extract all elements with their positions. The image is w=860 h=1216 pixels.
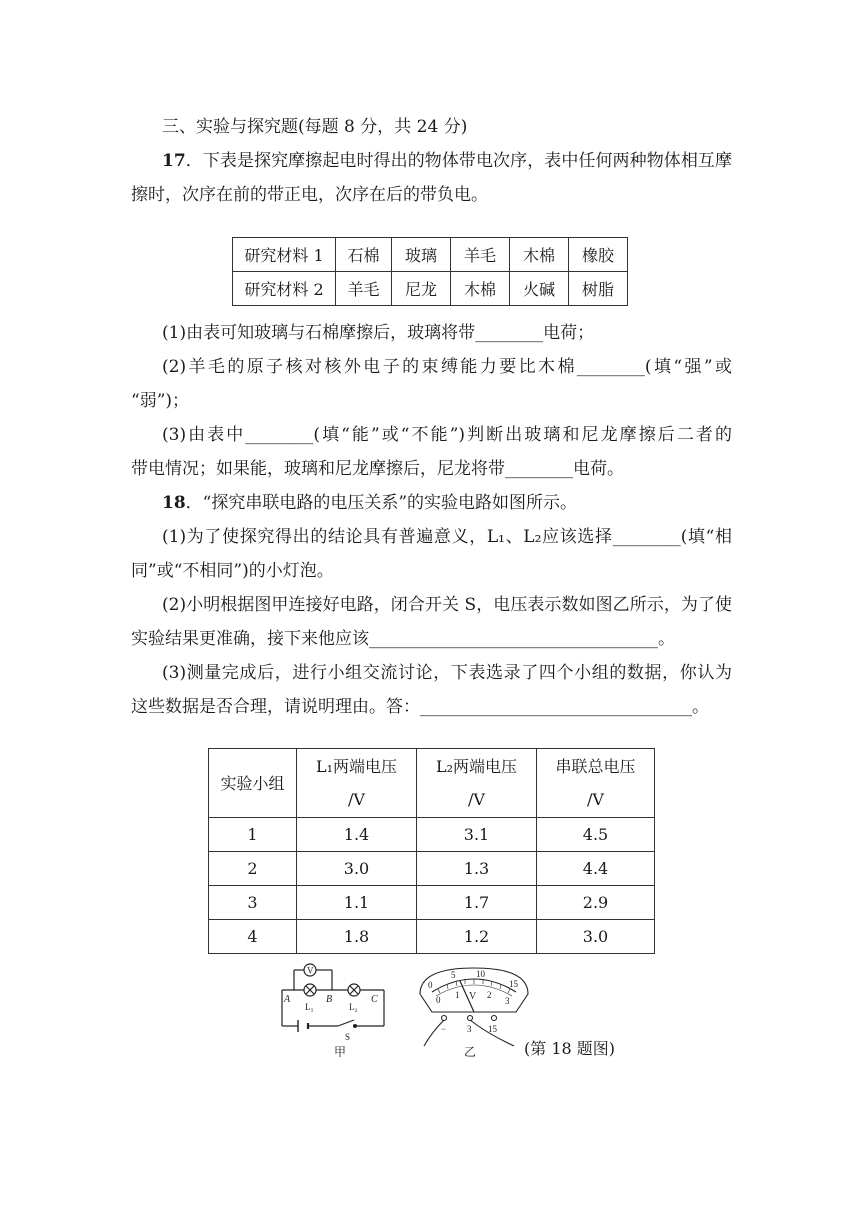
table-cell: 1.4 [297,818,417,852]
table-row [209,886,655,920]
node-c-label: C [371,994,378,1005]
terminal-label: − [441,1024,447,1034]
table-header-cell [297,749,417,818]
table-cell: 1.1 [297,886,417,920]
table-header-cell [417,749,537,818]
table-cell: 4.5 [537,818,655,852]
table-cell: 4 [209,920,297,954]
table-cell: 木棉 [451,272,510,306]
q17-intro-line2: 擦时，次序在前的带正电，次序在后的带负电。 [131,185,488,205]
table-row [209,920,655,954]
switch-contact [354,1025,357,1028]
table-cell: 研究材料 1 [233,238,336,272]
header-text: L₁两端电压 [315,757,398,776]
table-cell: 石棉 [336,238,392,272]
q17-part3-line1: (3)由表中________(填“能”或“不能”)判断出玻璃和尼龙摩擦后二者的 [162,425,732,445]
q17-part1: (1)由表可知玻璃与石棉摩擦后，玻璃将带________电荷； [162,323,595,343]
scale-top-label: 10 [476,969,485,979]
table-row [233,238,628,272]
q18-part2-line1: (2)小明根据图甲连接好电路，闭合开关 S，电压表示数如图乙所示，为了使 [162,595,732,615]
table-row [209,852,655,886]
table-cell: 1.7 [417,886,537,920]
table-cell: 2 [209,852,297,886]
scale-top-label: 0 [428,980,433,990]
q17-part2-line2: “弱”)； [131,391,190,411]
table-cell: 3.1 [417,818,537,852]
q18-part1-line2: 同”或“不相同”)的小灯泡。 [131,561,334,581]
node-b-label: B [326,994,333,1005]
table-cell: 研究材料 2 [233,272,336,306]
scale-top-label: 5 [451,970,456,980]
table-cell: 树脂 [569,272,628,306]
switch-icon [338,1020,354,1026]
header-unit: /V [468,790,485,809]
table-cell: 火碱 [510,272,569,306]
q17-number: 17 [162,151,186,171]
meter-caption: 乙 [464,1045,477,1059]
scale-bottom-label: 3 [505,996,510,1006]
terminal-3 [468,1016,473,1021]
q18-part3-line1: (3)测量完成后，进行小组交流讨论，下表选录了四个小组的数据，你认为 [162,663,732,683]
voltmeter-diagram [414,962,534,1062]
table-cell: 木棉 [510,238,569,272]
q17-part3-line2: 带电情况；如果能，玻璃和尼龙摩擦后，尼龙将带________电荷。 [131,459,624,479]
terminal-15 [492,1016,497,1021]
q18-data-table [208,748,655,954]
q18-part2-line2: 实验结果更准确，接下来他应该__________________________________。 [131,629,675,649]
table-header-cell [537,749,655,818]
header-text: L₂两端电压 [435,757,518,776]
q17-material-table [232,237,628,306]
circuit-diagram [276,960,400,1060]
scale-bottom-label: 2 [487,990,492,1000]
q18-intro-text: ．“探究串联电路的电压关系”的实验电路如图所示。 [185,493,578,513]
circuit-caption: 甲 [334,1045,347,1059]
table-cell: 3 [209,886,297,920]
table-cell: 4.4 [537,852,655,886]
section-title: 三、实验与探究题(每题 8 分，共 24 分) [162,117,468,137]
table-cell: 1.8 [297,920,417,954]
table-cell: 玻璃 [392,238,451,272]
q17-part2-line1: (2)羊毛的原子核对核外电子的束缚能力要比木棉________(填“强”或 [162,357,732,377]
table-cell: 橡胶 [569,238,628,272]
terminal-label: 3 [467,1024,472,1034]
lamp-l2-label: L₂ [349,1002,358,1012]
q17-intro-text: ．下表是探究摩擦起电时得出的物体带电次序，表中任何两种物体相互摩 [185,151,732,171]
voltmeter-label: V [307,965,314,976]
q18-intro [162,488,732,513]
table-cell: 1.3 [417,852,537,886]
table-cell: 1 [209,818,297,852]
switch-label: S [345,1032,351,1042]
table-cell: 2.9 [537,886,655,920]
header-text: 串联总电压 [555,757,636,776]
table-header-row [209,749,655,818]
table-header-cell [209,749,297,818]
table-cell: 羊毛 [451,238,510,272]
terminal-negative [442,1016,447,1021]
header-unit: /V [587,790,604,809]
node-a-label: A [284,994,291,1005]
table-row [209,818,655,852]
terminal-label: 15 [488,1024,497,1034]
table-cell: 3.0 [297,852,417,886]
scale-bottom-label: 1 [455,990,460,1000]
meter-unit-label: V [469,991,477,1002]
table-cell: 1.2 [417,920,537,954]
table-cell: 羊毛 [336,272,392,306]
q18-number: 18 [162,493,186,513]
header-unit: /V [348,790,365,809]
figure-caption: (第 18 题图) [524,1039,616,1058]
lamp-l1-label: L₁ [305,1002,314,1012]
scale-top-label: 15 [509,979,518,989]
table-cell: 3.0 [537,920,655,954]
header-text: 实验小组 [220,773,285,793]
q18-part3-line2: 这些数据是否合理，请说明理由。答：________________________________。 [131,697,709,717]
scale-bottom-label: 0 [436,995,441,1005]
table-cell: 尼龙 [392,272,451,306]
q18-part1-line1: (1)为了使探究得出的结论具有普遍意义，L₁、L₂应该选择________(填“相 [162,527,732,547]
table-row [233,272,628,306]
q17-intro-line1 [162,146,732,171]
